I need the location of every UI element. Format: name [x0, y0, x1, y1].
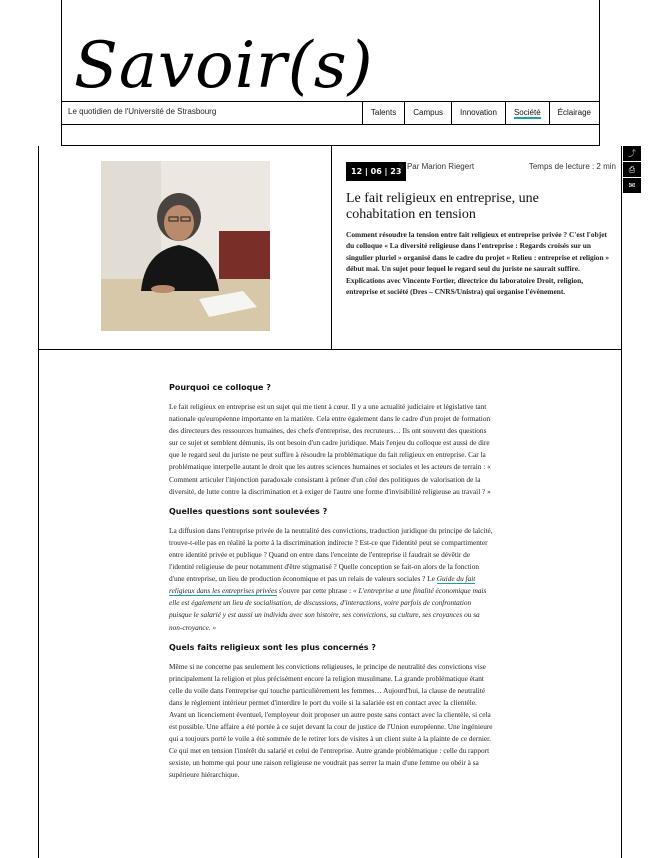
site-logo[interactable]: Savoir(s) [74, 29, 374, 103]
article-title: Le fait religieux en entreprise, une cohabitation en tension [346, 191, 539, 222]
pen-icon: ✎ [398, 162, 407, 171]
main-nav [362, 102, 599, 124]
mail-icon[interactable]: ✉ [623, 178, 641, 193]
author-byline[interactable]: ✎ Par Marion Riegert [398, 162, 475, 171]
author-portrait-photo [101, 161, 270, 331]
article-meta [346, 160, 616, 184]
read-time: Temps de lecture : 2 min [528, 162, 616, 171]
share-toolbar [623, 146, 641, 194]
column-divider [331, 146, 332, 349]
article-body [38, 350, 622, 858]
nav-item-societe[interactable]: Société [505, 102, 549, 124]
nav-item-talents[interactable]: Talents [362, 102, 404, 124]
section-paragraph: La diffusion dans l'entreprise privée de la neutralité des convictions, traduction juridique du principe de laïcité, trouve-t-elle pas en réalité la porte à la discrimination indirecte ? Est-ce que l'identité peut se compartimenter entre identité privée et publique ? Quand on entre dans l'enceinte de l'entreprise il faudrait se dévêtir de l'identité religieuse de peur notamment d'être stigmatisé ? Quelle conception se fait-on alors de la fonction d'une entreprise, un lieu de production économique et pas un relais de valeurs sociales ? Le Guide du fait religieux dans les entreprises privées s'ouvre par cette phrase : « L'entreprise a une finalité économique mais elle est également un lieu de socialisation, de discussions, d'interactions, voire parfois de confrontation puisque le salarié y est aussi un individu avec son histoire, ses convictions, sa culture, ses croyances ou sa non-croyance. » [169, 525, 493, 632]
article-content [169, 383, 494, 791]
section-heading: Quelles questions sont soulevées ? [169, 506, 328, 516]
nav-item-campus[interactable]: Campus [404, 102, 451, 124]
section-heading: Pourquoi ce colloque ? [169, 383, 271, 392]
share-icon[interactable]: ⤴ [623, 146, 641, 161]
nav-item-eclairage[interactable]: Éclairage [549, 102, 599, 124]
nav-bar [62, 101, 599, 125]
site-header [61, 0, 600, 146]
date-badge: 12 | 06 | 23 [346, 162, 406, 181]
section-heading: Quels faits religieux sont les plus concernés ? [169, 642, 376, 652]
guide-quote: « L'entreprise a une finalité économique mais elle est également un lieu de socialisation, de discussions, d'interactions, voire parfois de confrontation puisque le salarié y est aussi un individu avec son histoire, ses convictions, sa culture, ses croyances ou sa non-croyance. » [169, 586, 487, 632]
nav-item-innovation[interactable]: Innovation [451, 102, 505, 124]
guide-link[interactable]: Guide du fait religieux dans les entreprises privées [169, 574, 476, 596]
article-lead: Comment résoudre la tension entre fait religieux et entreprise privée ? C'est l'objet du colloque « La diversité religieuse dans l'entreprise : Regards croisés sur un singulier pluriel » organisé dans le cadre du projet « Relieu : entreprise et religion » début mai. Un sujet pour lequel le regard seul du juriste ne saurait suffire. Explications avec Vincente Fortier, directrice du laboratoire Droit, religion, entreprise et société (Dres – CNRS/Unistra) qui organise l'évènement. [346, 230, 610, 297]
site-tagline: Le quotidien de l'Université de Strasbourg [68, 107, 217, 116]
section-paragraph: Même si ne concerne pas seulement les convictions religieuses, le principe de neutralité des convictions vise principalement la religion et plus précisément encore la religion musulmane. La grande problématique étant celle du voile dans l'entreprise qui touche particulièrement les femmes… Aujourd'hui, la clause de neutralité dans le règlement intérieur permet d'interdire le port du voile si la salariée est en contact avec la clientèle. Avant un licenciement éventuel, l'employeur doit proposer un autre poste sans contact avec la clientèle, si cela est possible. Une affaire a été portée à ce sujet devant la cour de justice de l'Union européenne. Une ingénieure qui a toujours porté le voile a été sommée de le retirer lors de visites à un client suite à la plainte de ce dernier. Ce qui met en tension l'intérêt du salarié et celui de l'entreprise. Autre grande problématique : celle du rapport sexiste, un homme qui pour une raison religieuse ne voudrait pas serrer la main d'une femme ou obéir à sa supérieure hiérarchique. [169, 661, 493, 780]
print-icon[interactable]: ⎙ [623, 162, 641, 177]
section-paragraph: Le fait religieux en entreprise est un sujet qui me tient à cœur. Il y a une actualité judiciaire et législative tant nationale qu'européenne importante en la matière. Cela entre également dans le cadre d'un projet de formation des directeurs des ressources humaines, des chefs d'entreprise, des recruteurs… Ils ont souvent des questions sur ce sujet et semblent démunis, ils ont besoin d'un cadre juridique. Mais l'enjeu du colloque est aussi de dire que le regard seul du juriste ne peut suffire à résoudre la problématique du fait religieux en entreprise. Car la problématique interpelle autant le droit que les autres sciences humaines et sociales et les acteurs de terrain : « Comment articuler l'injonction paradoxale consistant à prôner d'un côté des politiques de valorisation de la diversité, de lutte contre la discrimination et à exiger de l'autre une forme d'invisibilité religieuse au travail ? » [169, 402, 491, 496]
article-header [38, 146, 622, 350]
